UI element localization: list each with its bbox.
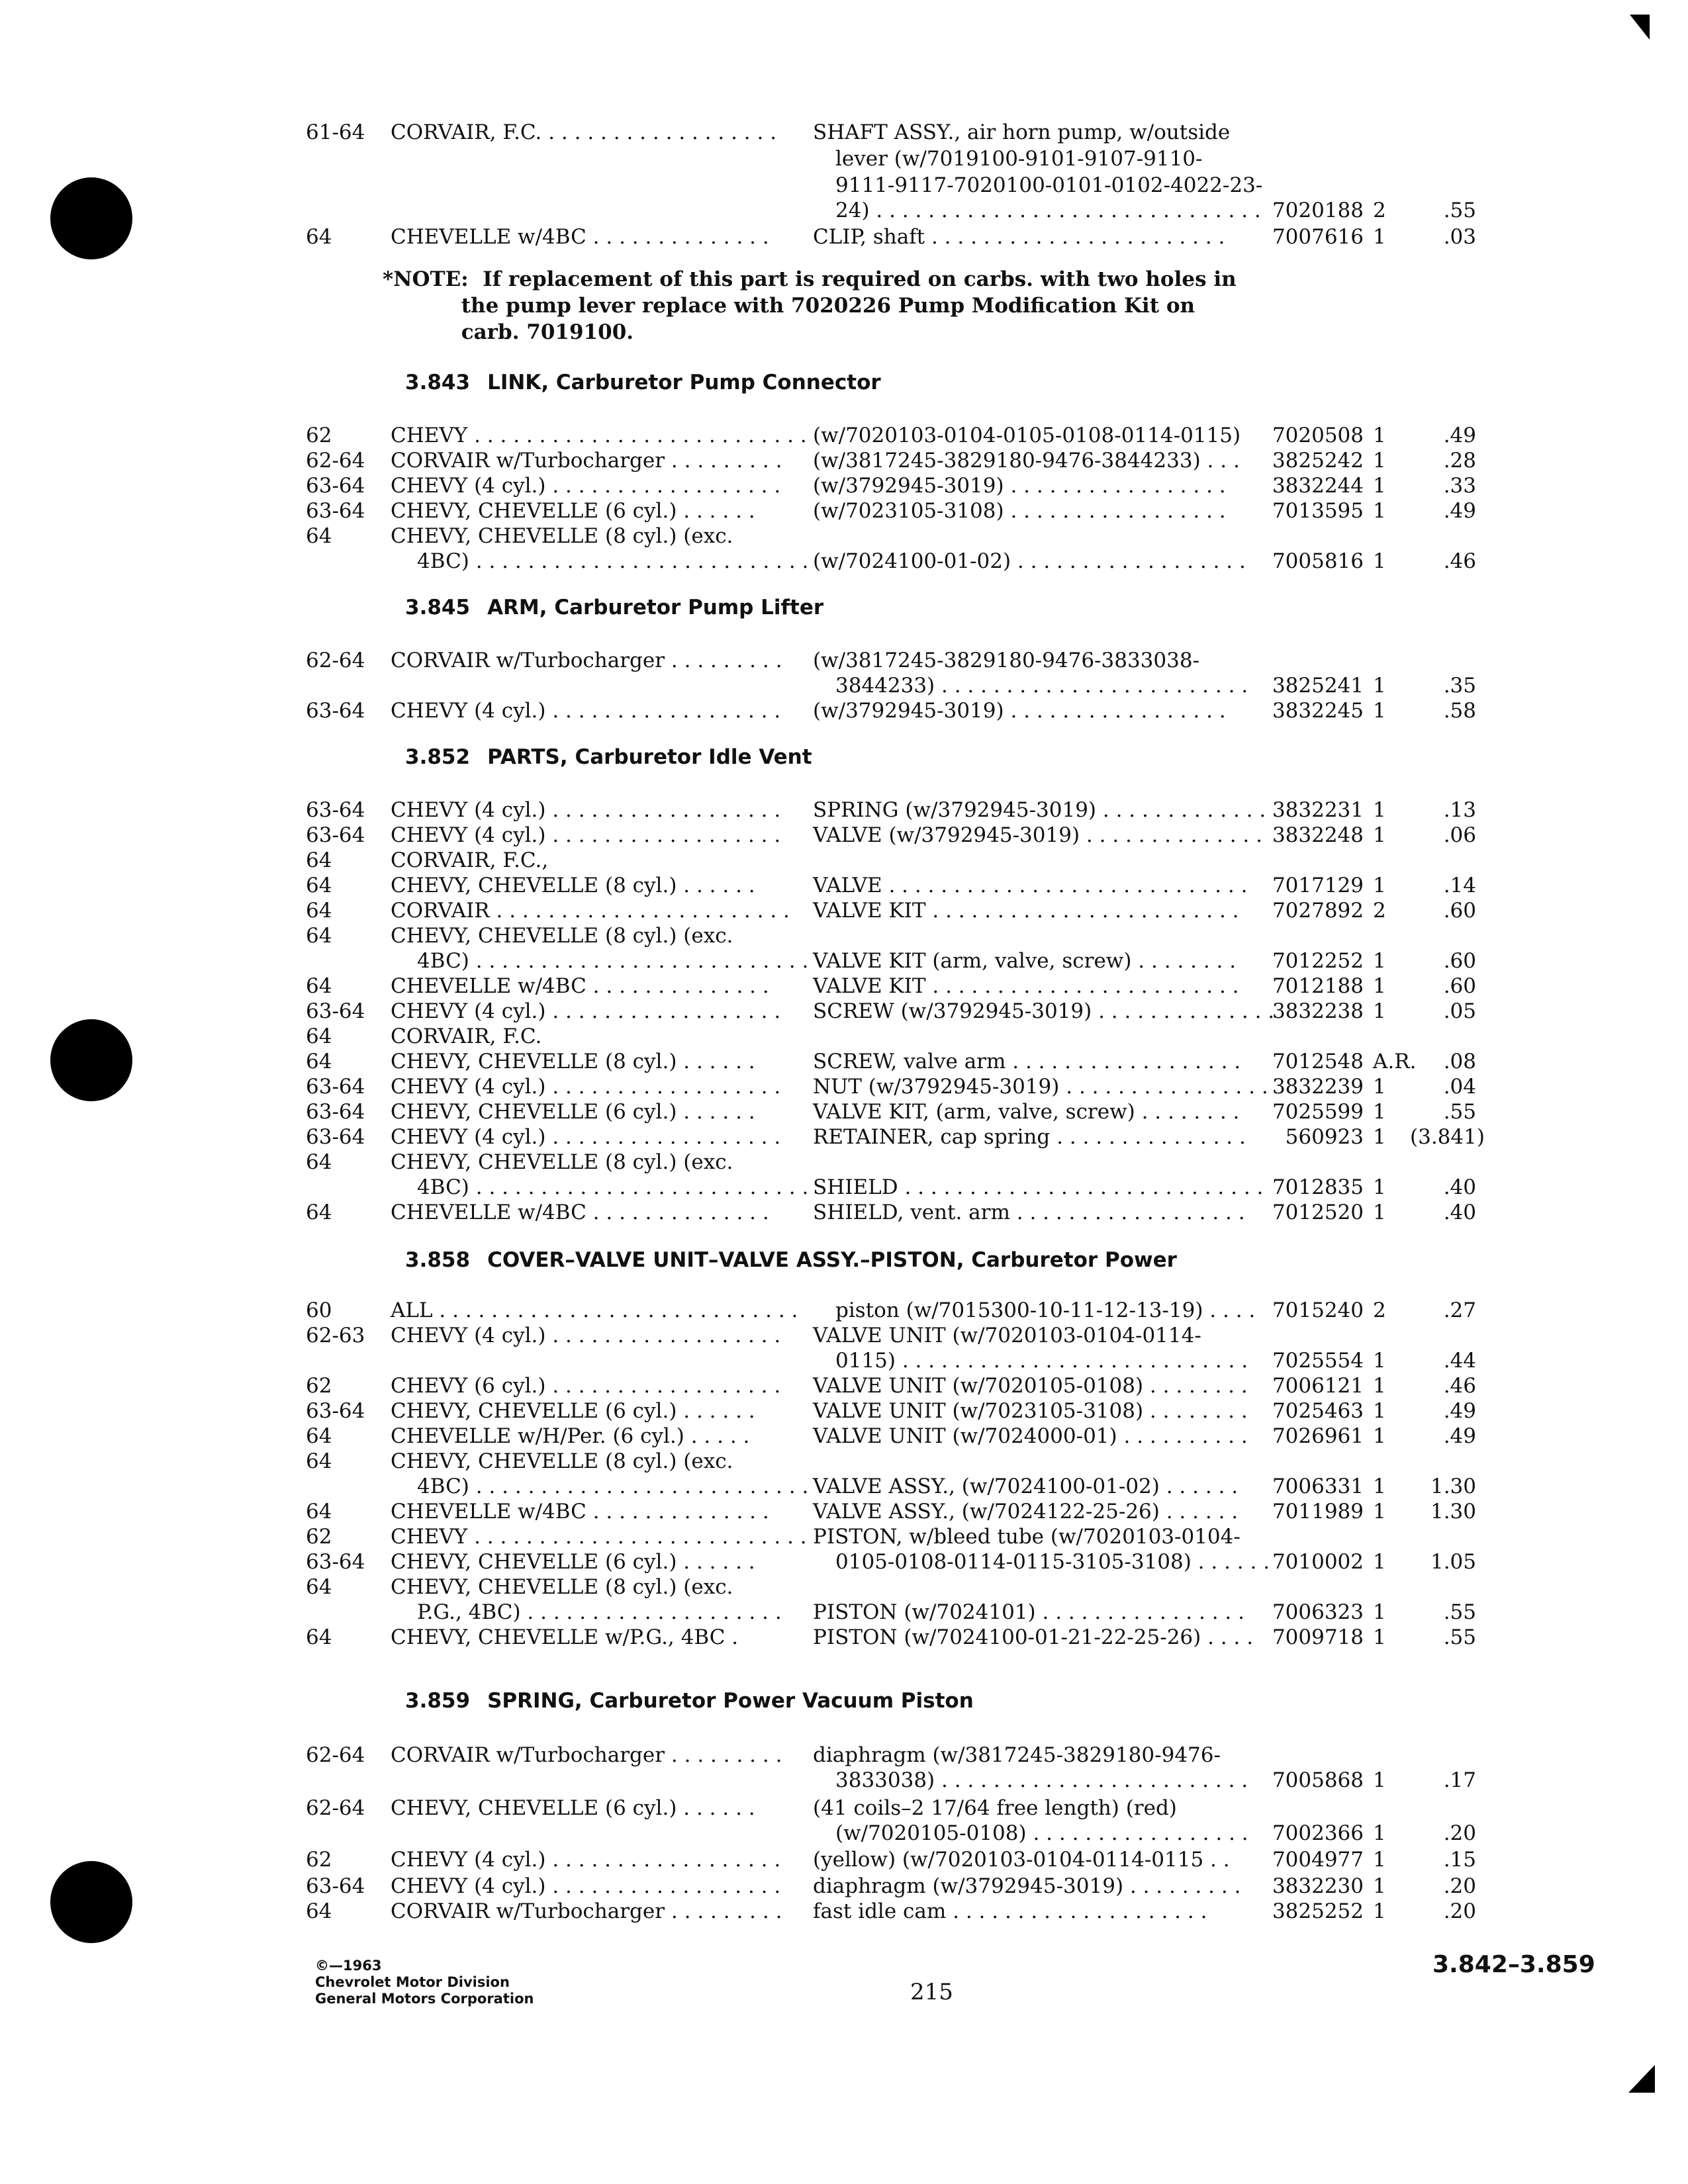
quantity-cell: 1 (1373, 1848, 1386, 1872)
year-cell: 63-64 (306, 798, 365, 822)
description-cell: VALVE KIT (arm, valve, screw) . . . . . . . . (813, 949, 1237, 973)
model-cell: P.G., 4BC) . . . . . . . . . . . . . . . . . . . . (417, 1600, 782, 1624)
model-cell: CORVAIR . . . . . . . . . . . . . . . . . . . . . . . (391, 899, 790, 923)
section-number: 3.845 (405, 596, 471, 619)
model-cell: CORVAIR w/Turbocharger . . . . . . . . . (391, 449, 782, 473)
year-cell: 64 (306, 1050, 332, 1073)
note-line: *NOTE: If replacement of this part is required on carbs. with two holes in (383, 267, 1237, 291)
description-cell: fast idle cam . . . . . . . . . . . . . . . . . . . . (813, 1899, 1207, 1923)
section-title: LINK, Carburetor Pump Connector (487, 371, 881, 394)
quantity-cell: 1 (1373, 874, 1386, 897)
price-cell: .49 (1443, 424, 1476, 447)
part-number-cell: 7004977 (1272, 1848, 1364, 1872)
model-cell: CHEVY, CHEVELLE (6 cyl.) . . . . . . (391, 499, 755, 523)
description-cell: VALVE ASSY., (w/7024122-25-26) . . . . . . (813, 1500, 1239, 1524)
description-cell: NUT (w/3792945-3019) . . . . . . . . . . . . . . . . (813, 1075, 1268, 1099)
price-cell: .40 (1443, 1175, 1476, 1199)
model-cell: CHEVY (4 cyl.) . . . . . . . . . . . . . . . . . . (391, 823, 781, 847)
year-cell: 63-64 (306, 1100, 365, 1124)
quantity-cell: 2 (1373, 199, 1386, 222)
model-cell: CHEVY (4 cyl.) . . . . . . . . . . . . . . . . . . (391, 1874, 781, 1898)
description-cell: (w/7020103-0104-0105-0108-0114-0115) (813, 424, 1241, 447)
model-cell: CHEVELLE w/4BC . . . . . . . . . . . . . . (391, 225, 769, 249)
part-number-cell: 3825252 (1272, 1899, 1364, 1923)
model-cell: CHEVY (4 cyl.) . . . . . . . . . . . . . . . . . . (391, 1075, 781, 1099)
quantity-cell: 1 (1373, 424, 1386, 447)
year-cell: 63-64 (306, 1125, 365, 1149)
description-cell: (w/7024100-01-02) . . . . . . . . . . . . . . . . . . (813, 549, 1246, 573)
description-cell: SPRING (w/3792945-3019) . . . . . . . . . . . . . (813, 798, 1266, 822)
description-cell: PISTON (w/7024101) . . . . . . . . . . . . . . . . (813, 1600, 1244, 1624)
price-cell: .20 (1443, 1899, 1476, 1923)
year-cell: 64 (306, 1024, 332, 1048)
price-cell: .46 (1443, 1374, 1476, 1398)
model-cell: CHEVY, CHEVELLE w/P.G., 4BC . (391, 1625, 739, 1649)
part-number-cell: 7012188 (1272, 974, 1364, 998)
description-cell: VALVE UNIT (w/7023105-3108) . . . . . . . . (813, 1399, 1248, 1423)
quantity-cell: 1 (1373, 1424, 1386, 1448)
description-cell: (w/7020105-0108) . . . . . . . . . . . . . . . . . (835, 1821, 1248, 1845)
price-cell: .17 (1443, 1768, 1476, 1792)
year-cell: 64 (306, 1449, 332, 1473)
quantity-cell: 1 (1373, 674, 1386, 698)
description-cell: PISTON, w/bleed tube (w/7020103-0104- (813, 1525, 1241, 1549)
price-cell: .08 (1443, 1050, 1476, 1073)
quantity-cell: 1 (1373, 1550, 1386, 1574)
description-cell: VALVE UNIT (w/7020105-0108) . . . . . . . . (813, 1374, 1248, 1398)
quantity-cell: 1 (1373, 1899, 1386, 1923)
year-cell: 64 (306, 1899, 332, 1923)
year-cell: 64 (306, 974, 332, 998)
model-cell: 4BC) . . . . . . . . . . . . . . . . . . . . . . . . . . (417, 1475, 809, 1498)
quantity-cell: 1 (1373, 549, 1386, 573)
description-cell: (w/3792945-3019) . . . . . . . . . . . . . . . . . (813, 474, 1226, 498)
model-cell: CHEVY, CHEVELLE (8 cyl.) (exc. (391, 924, 733, 948)
quantity-cell: 1 (1373, 1600, 1386, 1624)
part-number-cell: 7005816 (1272, 549, 1364, 573)
quantity-cell: 1 (1373, 1625, 1386, 1649)
model-cell: CHEVY, CHEVELLE (8 cyl.) (exc. (391, 1449, 733, 1473)
year-cell: 64 (306, 848, 332, 872)
part-number-cell: 7013595 (1272, 499, 1364, 523)
model-cell: 4BC) . . . . . . . . . . . . . . . . . . . . . . . . . . (417, 549, 809, 573)
year-cell: 64 (306, 874, 332, 897)
price-cell: .04 (1443, 1075, 1476, 1099)
description-cell: (w/3817245-3829180-9476-3833038- (813, 649, 1200, 672)
model-cell: CORVAIR w/Turbocharger . . . . . . . . . (391, 1899, 782, 1923)
quantity-cell: 1 (1373, 1201, 1386, 1224)
year-cell: 64 (306, 1500, 332, 1524)
description-cell: diaphragm (w/3792945-3019) . . . . . . . . . (813, 1874, 1241, 1898)
price-cell: .13 (1443, 798, 1476, 822)
part-number-cell: 3832248 (1272, 823, 1364, 847)
description-cell: VALVE KIT . . . . . . . . . . . . . . . . . . . . . . . . (813, 974, 1239, 998)
page-number: 215 (910, 1979, 953, 2005)
part-number-cell: 7005868 (1272, 1768, 1364, 1792)
year-cell: 64 (306, 899, 332, 923)
model-cell: CORVAIR w/Turbocharger . . . . . . . . . (391, 649, 782, 672)
part-number-cell: 7007616 (1272, 225, 1364, 249)
quantity-cell: 2 (1373, 899, 1386, 923)
year-cell: 63-64 (306, 1399, 365, 1423)
year-cell: 63-64 (306, 999, 365, 1023)
quantity-cell: 1 (1373, 1075, 1386, 1099)
section-number: 3.852 (405, 745, 471, 769)
year-cell: 64 (306, 1625, 332, 1649)
description-cell: (yellow) (w/7020103-0104-0114-0115 . . (813, 1848, 1230, 1872)
model-cell: CHEVY, CHEVELLE (8 cyl.) . . . . . . (391, 1050, 755, 1073)
section-title: COVER–VALVE UNIT–VALVE ASSY.–PISTON, Carburetor Power (487, 1248, 1177, 1272)
description-cell: SCREW, valve arm . . . . . . . . . . . . . . . . . . (813, 1050, 1241, 1073)
year-cell: 63-64 (306, 1075, 365, 1099)
price-cell: .03 (1443, 225, 1476, 249)
description-cell: RETAINER, cap spring . . . . . . . . . . . . . . . (813, 1125, 1246, 1149)
quantity-cell: 2 (1373, 1298, 1386, 1322)
price-cell: .28 (1443, 449, 1476, 473)
price-cell: .44 (1443, 1349, 1476, 1373)
model-cell: ALL . . . . . . . . . . . . . . . . . . . . . . . . . . . . (391, 1298, 798, 1322)
part-number-cell: 7006323 (1272, 1600, 1364, 1624)
part-number-cell: 7026961 (1272, 1424, 1364, 1448)
section-heading (405, 1689, 974, 1713)
year-cell: 64 (306, 1575, 332, 1599)
model-cell: CHEVELLE w/H/Per. (6 cyl.) . . . . . (391, 1424, 750, 1448)
description-cell: SHAFT ASSY., air horn pump, w/outside (813, 120, 1231, 144)
quantity-cell: 1 (1373, 823, 1386, 847)
section-title: SPRING, Carburetor Power Vacuum Piston (487, 1689, 974, 1713)
copyright-line: General Motors Corporation (315, 1991, 534, 2007)
quantity-cell: 1 (1373, 798, 1386, 822)
part-number-cell: 3832244 (1272, 474, 1364, 498)
description-cell: (41 coils–2 17/64 free length) (red) (813, 1796, 1177, 1820)
price-cell: .35 (1443, 674, 1476, 698)
description-cell: 0105-0108-0114-0115-3105-3108) . . . . . . (835, 1550, 1270, 1574)
model-cell: CHEVY, CHEVELLE (6 cyl.) . . . . . . (391, 1100, 755, 1124)
quantity-cell: 1 (1373, 1100, 1386, 1124)
description-cell: piston (w/7015300-10-11-12-13-19) . . . . (835, 1298, 1256, 1322)
part-number-cell: 7010002 (1272, 1550, 1364, 1574)
section-number: 3.859 (405, 1689, 471, 1713)
model-cell: CHEVY, CHEVELLE (6 cyl.) . . . . . . (391, 1399, 755, 1423)
year-cell: 61-64 (306, 120, 365, 144)
description-cell: SHIELD . . . . . . . . . . . . . . . . . . . . . . . . . . . . (813, 1175, 1264, 1199)
part-number-cell: 7025463 (1272, 1399, 1364, 1423)
part-number-cell: 7006121 (1272, 1374, 1364, 1398)
year-cell: 64 (306, 1150, 332, 1174)
price-cell: .60 (1443, 949, 1476, 973)
year-cell: 64 (306, 1424, 332, 1448)
part-number-cell: 7011989 (1272, 1500, 1364, 1524)
year-cell: 64 (306, 524, 332, 548)
description-cell: PISTON (w/7024100-01-21-22-25-26) . . . . (813, 1625, 1254, 1649)
description-cell: (w/3792945-3019) . . . . . . . . . . . . . . . . . (813, 699, 1226, 723)
description-cell: 9111-9117-7020100-0101-0102-4022-23- (835, 173, 1263, 197)
quantity-cell: 1 (1373, 1500, 1386, 1524)
quantity-cell: 1 (1373, 474, 1386, 498)
description-cell: VALVE KIT, (arm, valve, screw) . . . . . . . . (813, 1100, 1240, 1124)
model-cell: CHEVY . . . . . . . . . . . . . . . . . . . . . . . . . . (391, 1525, 807, 1549)
year-cell: 63-64 (306, 474, 365, 498)
model-cell: CHEVY (4 cyl.) . . . . . . . . . . . . . . . . . . (391, 1848, 781, 1872)
copyright-line: ©—1963 (315, 1958, 382, 1974)
description-cell: VALVE UNIT (w/7024000-01) . . . . . . . . . . (813, 1424, 1248, 1448)
price-cell: .55 (1443, 1600, 1476, 1624)
price-cell: .55 (1443, 1100, 1476, 1124)
model-cell: CHEVY, CHEVELLE (8 cyl.) (exc. (391, 524, 733, 548)
quantity-cell: 1 (1373, 1349, 1386, 1373)
year-cell: 62 (306, 424, 332, 447)
note-line: the pump lever replace with 7020226 Pump Modification Kit on (383, 294, 1196, 318)
quantity-cell: 1 (1373, 225, 1386, 249)
section-title: PARTS, Carburetor Idle Vent (487, 745, 812, 769)
section-heading (405, 745, 812, 769)
model-cell: CHEVELLE w/4BC . . . . . . . . . . . . . . (391, 1201, 769, 1224)
section-number: 3.843 (405, 371, 471, 394)
model-cell: CHEVY (4 cyl.) . . . . . . . . . . . . . . . . . . (391, 1324, 781, 1347)
price-cell: .20 (1443, 1821, 1476, 1845)
model-cell: CHEVY, CHEVELLE (6 cyl.) . . . . . . (391, 1796, 755, 1820)
year-cell: 62-64 (306, 449, 365, 473)
price-cell: .14 (1443, 874, 1476, 897)
quantity-cell: 1 (1373, 1768, 1386, 1792)
year-cell: 60 (306, 1298, 332, 1322)
year-cell: 63-64 (306, 1550, 365, 1574)
part-number-cell: 7012835 (1272, 1175, 1364, 1199)
quantity-cell: 1 (1373, 449, 1386, 473)
quantity-cell: 1 (1373, 1821, 1386, 1845)
model-cell: CHEVY, CHEVELLE (6 cyl.) . . . . . . (391, 1550, 755, 1574)
model-cell: CHEVY (4 cyl.) . . . . . . . . . . . . . . . . . . (391, 999, 781, 1023)
model-cell: CORVAIR, F.C. . . . . . . . . . . . . . . . . . . (391, 120, 777, 144)
price-cell: .20 (1443, 1874, 1476, 1898)
model-cell: CHEVY (4 cyl.) . . . . . . . . . . . . . . . . . . (391, 1125, 781, 1149)
price-cell: 1.05 (1430, 1550, 1476, 1574)
model-cell: CORVAIR w/Turbocharger . . . . . . . . . (391, 1743, 782, 1767)
price-cell: .27 (1443, 1298, 1476, 1322)
description-cell: (w/3817245-3829180-9476-3844233) . . . (813, 449, 1240, 473)
part-number-cell: 7012548 (1272, 1050, 1364, 1073)
model-cell: 4BC) . . . . . . . . . . . . . . . . . . . . . . . . . . (417, 949, 809, 973)
part-number-cell: 3825241 (1272, 674, 1364, 698)
price-cell: .05 (1443, 999, 1476, 1023)
model-cell: CHEVELLE w/4BC . . . . . . . . . . . . . . (391, 974, 769, 998)
description-cell: diaphragm (w/3817245-3829180-9476- (813, 1743, 1221, 1767)
part-number-cell: 3832245 (1272, 699, 1364, 723)
year-cell: 64 (306, 924, 332, 948)
quantity-cell: 1 (1373, 1374, 1386, 1398)
model-cell: CHEVY, CHEVELLE (8 cyl.) (exc. (391, 1150, 733, 1174)
model-cell: CHEVY (4 cyl.) . . . . . . . . . . . . . . . . . . (391, 474, 781, 498)
quantity-cell: 1 (1373, 1475, 1386, 1498)
part-number-cell: 7015240 (1272, 1298, 1364, 1322)
quantity-cell: 1 (1373, 499, 1386, 523)
price-cell: .40 (1443, 1201, 1476, 1224)
model-cell: CHEVY, CHEVELLE (8 cyl.) (exc. (391, 1575, 733, 1599)
year-cell: 62 (306, 1525, 332, 1549)
copyright-line: Chevrolet Motor Division (315, 1974, 510, 1990)
part-number-cell: 7025554 (1272, 1349, 1364, 1373)
copyright-block (315, 1958, 534, 2007)
year-cell: 62-64 (306, 1796, 365, 1820)
price-cell: (3.841) (1410, 1125, 1485, 1149)
quantity-cell: 1 (1373, 999, 1386, 1023)
model-cell: CHEVY (4 cyl.) . . . . . . . . . . . . . . . . . . (391, 699, 781, 723)
part-number-cell: 7002366 (1272, 1821, 1364, 1845)
price-cell: .33 (1443, 474, 1476, 498)
model-cell: 4BC) . . . . . . . . . . . . . . . . . . . . . . . . . . (417, 1175, 809, 1199)
model-cell: CHEVY (4 cyl.) . . . . . . . . . . . . . . . . . . (391, 798, 781, 822)
part-number-cell: 7012252 (1272, 949, 1364, 973)
part-number-cell: 3832238 (1272, 999, 1364, 1023)
description-cell: VALVE UNIT (w/7020103-0104-0114- (813, 1324, 1201, 1347)
section-number: 3.858 (405, 1248, 471, 1272)
description-cell: SCREW (w/3792945-3019) . . . . . . . . . . . . . . (813, 999, 1275, 1023)
year-cell: 63-64 (306, 1874, 365, 1898)
section-heading (405, 371, 881, 394)
year-cell: 62-63 (306, 1324, 365, 1347)
year-cell: 63-64 (306, 823, 365, 847)
description-cell: 0115) . . . . . . . . . . . . . . . . . . . . . . . . . . . (835, 1349, 1248, 1373)
model-cell: CORVAIR, F.C. (391, 1024, 542, 1048)
description-cell: 3844233) . . . . . . . . . . . . . . . . . . . . . . . . (835, 674, 1248, 698)
quantity-cell: A.R. (1373, 1050, 1417, 1073)
price-cell: .49 (1443, 1399, 1476, 1423)
part-number-cell: 3832230 (1272, 1874, 1364, 1898)
year-cell: 62 (306, 1374, 332, 1398)
section-heading (405, 1248, 1177, 1272)
model-cell: CHEVY, CHEVELLE (8 cyl.) . . . . . . (391, 874, 755, 897)
part-number-cell: 7009718 (1272, 1625, 1364, 1649)
quantity-cell: 1 (1373, 949, 1386, 973)
description-cell: (w/7023105-3108) . . . . . . . . . . . . . . . . . (813, 499, 1226, 523)
year-cell: 64 (306, 1201, 332, 1224)
part-number-cell: 7012520 (1272, 1201, 1364, 1224)
description-cell: 24) . . . . . . . . . . . . . . . . . . . . . . . . . . . . . . (835, 199, 1261, 222)
section-title: ARM, Carburetor Pump Lifter (487, 596, 824, 619)
section-range: 3.842–3.859 (1432, 1951, 1595, 1978)
price-cell: .15 (1443, 1848, 1476, 1872)
quantity-cell: 1 (1373, 1175, 1386, 1199)
price-cell: .46 (1443, 549, 1476, 573)
year-cell: 62 (306, 1848, 332, 1872)
model-cell: CHEVY . . . . . . . . . . . . . . . . . . . . . . . . . . (391, 424, 807, 447)
part-number-cell: 560923 (1285, 1125, 1364, 1149)
note-line: carb. 7019100. (383, 320, 634, 344)
description-cell: VALVE (w/3792945-3019) . . . . . . . . . . . . . . (813, 823, 1262, 847)
price-cell: .60 (1443, 974, 1476, 998)
replacement-note (383, 266, 1237, 345)
description-cell: VALVE . . . . . . . . . . . . . . . . . . . . . . . . . . . . (813, 874, 1248, 897)
price-cell: .55 (1443, 1625, 1476, 1649)
description-cell: 3833038) . . . . . . . . . . . . . . . . . . . . . . . . (835, 1768, 1248, 1792)
part-number-cell: 7006331 (1272, 1475, 1364, 1498)
quantity-cell: 1 (1373, 974, 1386, 998)
part-number-cell: 7017129 (1272, 874, 1364, 897)
part-number-cell: 3832239 (1272, 1075, 1364, 1099)
model-cell: CHEVY (6 cyl.) . . . . . . . . . . . . . . . . . . (391, 1374, 781, 1398)
description-cell: CLIP, shaft . . . . . . . . . . . . . . . . . . . . . . . (813, 225, 1225, 249)
model-cell: CHEVELLE w/4BC . . . . . . . . . . . . . . (391, 1500, 769, 1524)
price-cell: .49 (1443, 1424, 1476, 1448)
part-number-cell: 7020508 (1272, 424, 1364, 447)
year-cell: 64 (306, 225, 332, 249)
price-cell: .55 (1443, 199, 1476, 222)
year-cell: 62-64 (306, 649, 365, 672)
description-cell: SHIELD, vent. arm . . . . . . . . . . . . . . . . . . (813, 1201, 1245, 1224)
quantity-cell: 1 (1373, 1125, 1386, 1149)
year-cell: 63-64 (306, 699, 365, 723)
part-number-cell: 7027892 (1272, 899, 1364, 923)
description-cell: VALVE KIT . . . . . . . . . . . . . . . . . . . . . . . . (813, 899, 1239, 923)
quantity-cell: 1 (1373, 1399, 1386, 1423)
part-number-cell: 3832231 (1272, 798, 1364, 822)
description-cell: VALVE ASSY., (w/7024100-01-02) . . . . . . (813, 1475, 1239, 1498)
price-cell: .60 (1443, 899, 1476, 923)
price-cell: 1.30 (1430, 1500, 1476, 1524)
price-cell: .49 (1443, 499, 1476, 523)
section-heading (405, 596, 823, 619)
year-cell: 63-64 (306, 499, 365, 523)
quantity-cell: 1 (1373, 1874, 1386, 1898)
part-number-cell: 3825242 (1272, 449, 1364, 473)
price-cell: .06 (1443, 823, 1476, 847)
part-number-cell: 7025599 (1272, 1100, 1364, 1124)
part-number-cell: 7020188 (1272, 199, 1364, 222)
price-cell: 1.30 (1430, 1475, 1476, 1498)
description-cell: lever (w/7019100-9101-9107-9110- (835, 147, 1203, 171)
quantity-cell: 1 (1373, 699, 1386, 723)
price-cell: .58 (1443, 699, 1476, 723)
model-cell: CORVAIR, F.C., (391, 848, 549, 872)
year-cell: 62-64 (306, 1743, 365, 1767)
